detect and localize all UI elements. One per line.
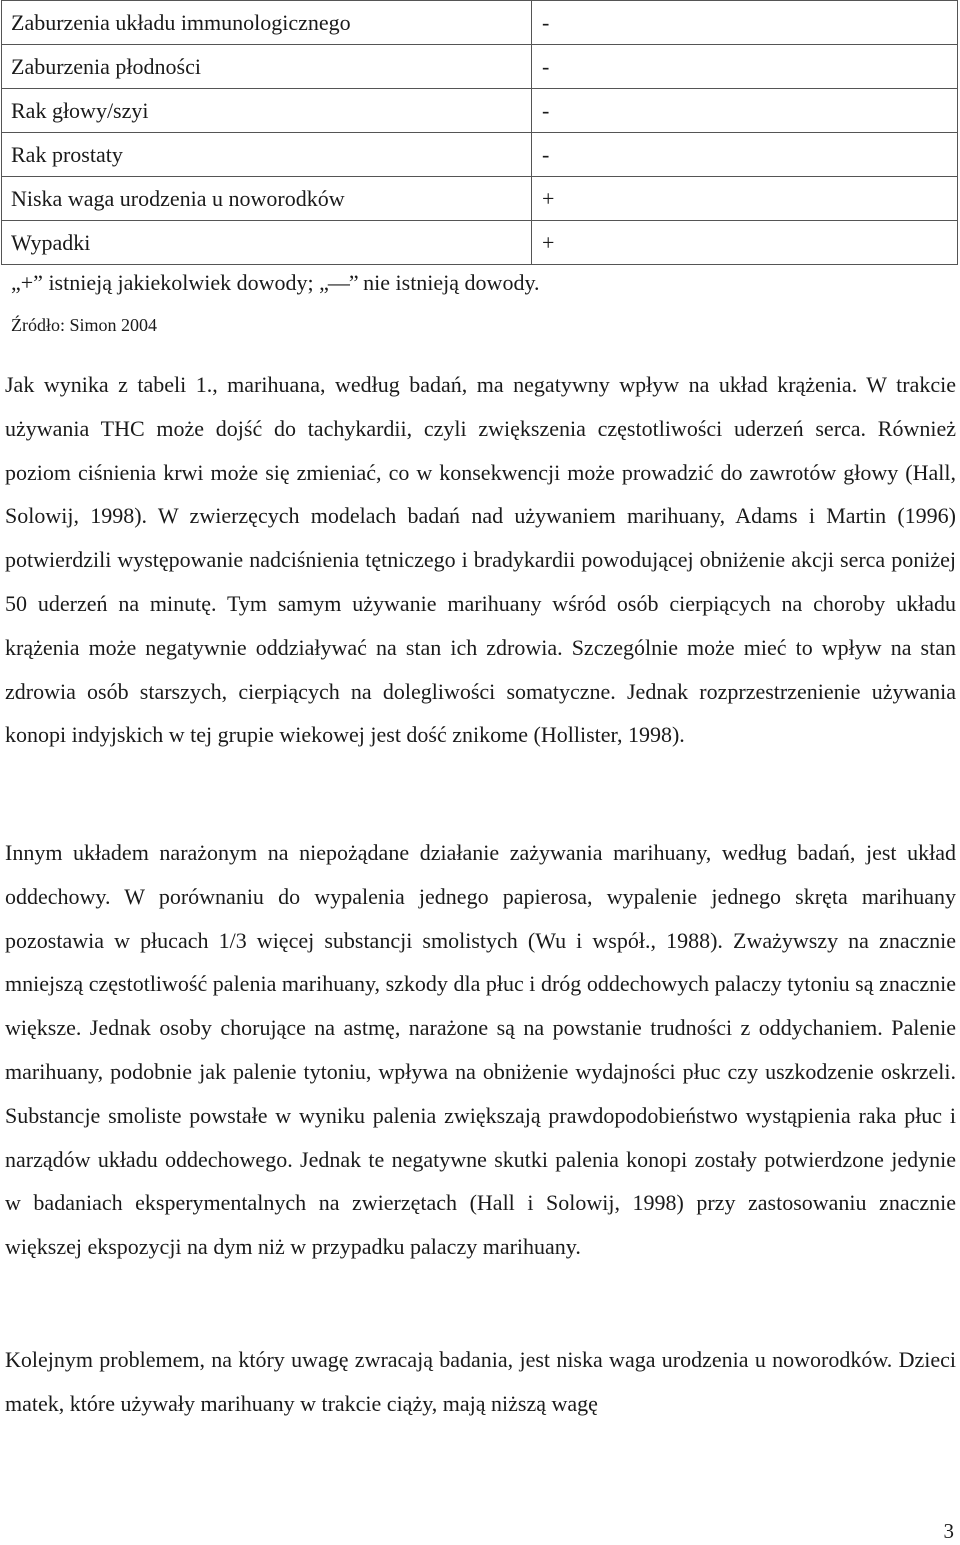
table-cell-mark: - <box>532 133 958 177</box>
legend-minus-text: nie istnieją dowody. <box>363 270 540 295</box>
table-cell-mark: - <box>532 45 958 89</box>
table-cell-label: Rak głowy/szyi <box>2 89 532 133</box>
table-cell-label: Rak prostaty <box>2 133 532 177</box>
table-source-note: Źródło: Simon 2004 <box>11 315 158 335</box>
table-cell-label: Wypadki <box>2 221 532 265</box>
table-row <box>2 89 958 133</box>
paragraph-circulatory-system: Jak wynika z tabeli 1., marihuana, według badań, ma negatywny wpływ na układ krążenia. W trakcie używania THC może dojść do tachykardii, czyli zwiększenia częstotliwości uderzeń serca. Również poziom ciśnienia krwi może się zmieniać, co w konsekwencji może prowadzić do zawrotów głowy (Hall, Solowij, 1998). W zwierzęcych modelach badań nad używaniem marihuany, Adams i Martin (1996) potwierdzili występowanie nadciśnienia tętniczego i bradykardii powodującej obniżenie akcji serca poniżej 50 uderzeń na minutę. Tym samym używanie marihuany wśród osób cierpiących na choroby układu krążenia może negatywnie oddziaływać na stan ich zdrowia. Szczególnie może mieć to wpływ na stan zdrowia osób starszych, cierpiących na dolegliwości somatyczne. Jednak rozprzestrzenienie używania konopi indyjskich w tej grupie wiekowej jest dość znikome (Hollister, 1998). <box>5 372 956 748</box>
legend-plus-text: istnieją jakiekolwiek dowody; <box>48 270 314 295</box>
table-cell-mark: + <box>532 177 958 221</box>
page-number: 3 <box>943 1519 954 1543</box>
table-row <box>2 133 958 177</box>
table-legend <box>11 272 540 294</box>
table-row <box>2 177 958 221</box>
table-row <box>2 1 958 45</box>
health-effects-table <box>1 0 958 265</box>
paragraph-birth-weight: Kolejnym problemem, na który uwagę zwracają badania, jest niska waga urodzenia u noworodków. Dzieci matek, które używały marihuany w trakcie ciąży, mają niższą wagę <box>5 1347 956 1416</box>
legend-minus-symbol: „—” <box>319 270 358 295</box>
table-cell-label: Zaburzenia układu immunologicznego <box>2 1 532 45</box>
paragraph-respiratory-system: Innym układem narażonym na niepożądane działanie zażywania marihuany, według badań, jest układ oddechowy. W porównaniu do wypalenia jednego papierosa, wypalenie jednego skręta marihuany pozostawia w płucach 1/3 więcej substancji smolistych (Wu i współ., 1988). Zważywszy na znacznie mniejszą częstotliwość palenia marihuany, szkody dla płuc i dróg oddechowych palaczy tytoniu są znacznie większe. Jednak osoby chorujące na astmę, narażone są na powstanie trudności z oddychaniem. Palenie marihuany, podobnie jak palenie tytoniu, wpływa na obniżenie wydajności płuc czy uszkodzenie oskrzeli. Substancje smoliste powstałe w wyniku palenia zwiększają prawdopodobieństwo wystąpienia raka płuc i narządów układu oddechowego. Jednak te negatywne skutki palenia konopi zostały potwierdzone jedynie w badaniach eksperymentalnych na zwierzętach (Hall i Solowij, 1998) przy zastosowaniu znacznie większej ekspozycji na dym niż w przypadku palaczy marihuany. <box>5 840 956 1260</box>
table-row <box>2 45 958 89</box>
legend-plus-symbol: „+” <box>11 270 43 295</box>
table-cell-label: Niska waga urodzenia u noworodków <box>2 177 532 221</box>
table-cell-mark: - <box>532 1 958 45</box>
table-cell-mark: + <box>532 221 958 265</box>
table-cell-label: Zaburzenia płodności <box>2 45 532 89</box>
table-cell-mark: - <box>532 89 958 133</box>
table-row <box>2 221 958 265</box>
